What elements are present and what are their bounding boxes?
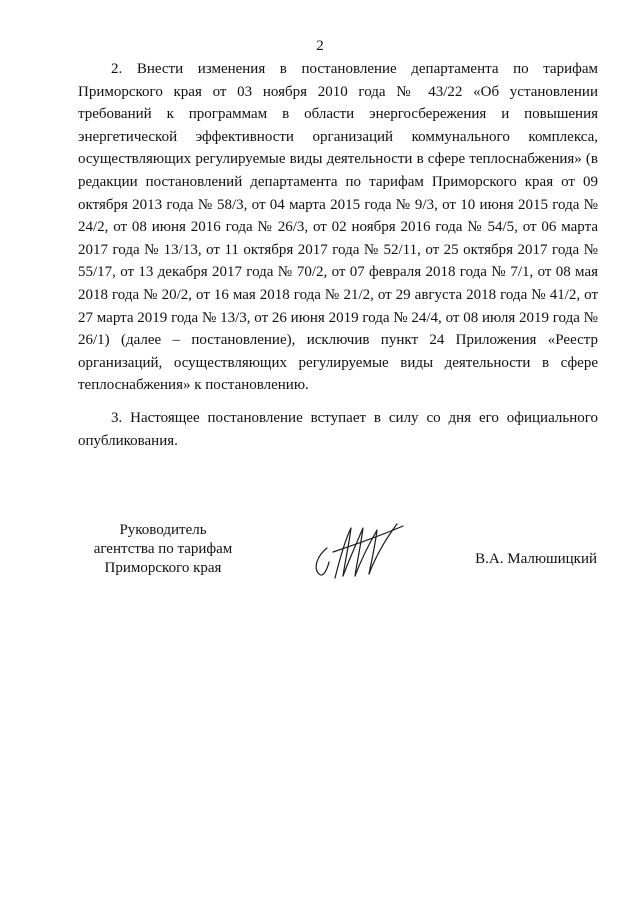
document-body [78, 58, 598, 452]
signatory-line: Руководитель [119, 522, 207, 538]
paragraph-amendments: 2. Внести изменения в постановление департамента по тарифам Приморского края от 03 ноября 2010 года № 43/22 «Об установлении требований к программам в области энергосбережения и повышения энергетической эффективности организаций коммунального комплекса, осуществляющих регулируемые виды деятельности в сфере теплоснабжения» (в редакции постановлений департамента по тарифам Приморского края от 09 октября 2013 года № 58/3, от 04 марта 2015 года № 9/3, от 10 июня 2015 года № 24/2, от 08 июня 2016 года № 26/3, от 02 ноября 2016 года № 54/5, от 06 марта 2017 года № 13/13, от 11 октября 2017 года № 52/11, от 25 октября 2017 года № 55/17, от 13 декабря 2017 года № 70/2, от 07 февраля 2018 года № 7/1, от 08 мая 2018 года № 20/2, от 16 мая 2018 года № 21/2, от 29 августа 2018 года № 41/2, от 27 марта 2019 года № 13/3, от 26 июня 2019 года № 24/4, от 08 июля 2019 года № 26/1) (далее – постановление), исключив пункт 24 Приложения «Реестр организаций, осуществляющих регулируемые виды деятельности в сфере теплоснабжения» к постановлению. [78, 61, 598, 394]
handwritten-signature-icon [305, 518, 415, 588]
signatory-line: агентства по тарифам [93, 541, 233, 557]
signer-name: В.А. Малюшицкий [475, 551, 597, 567]
page-number: 2 [316, 38, 324, 54]
signatory-position [78, 521, 248, 578]
signatory-line: Приморского края [104, 560, 222, 576]
paragraph-entry-into-force: 3. Настоящее постановление вступает в силу со дня его официального опубликования. [78, 409, 598, 449]
